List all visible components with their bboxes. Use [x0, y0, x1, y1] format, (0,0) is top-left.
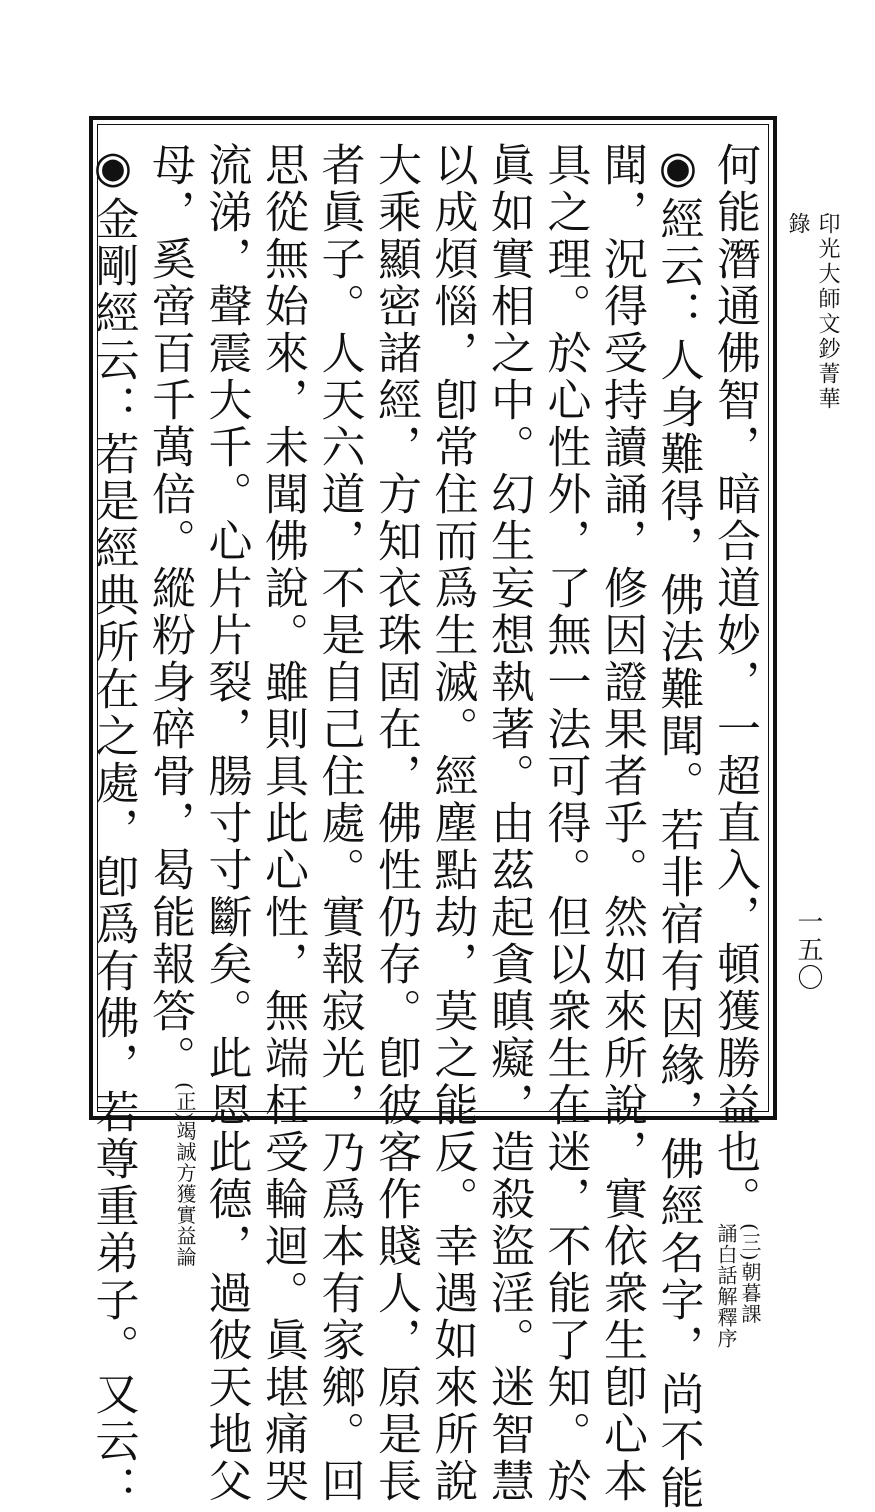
page-number: 一五〇 [793, 908, 823, 992]
text-column-8: 者眞子。人天六道，不是自己住處。實報寂光，乃爲本有家鄉。回 [313, 142, 365, 1505]
column-text: 母，奚啻百千萬倍。縱粉身碎骨，曷能報答。 [144, 142, 195, 1082]
text-column-5: 眞如實相之中。幻生妄想執著。由茲起貪瞋癡，造殺盜淫。迷智慧 [483, 142, 534, 1505]
text-column-4: 具之理。於心性外，了無一法可得。但以衆生在迷，不能了知。於 [539, 142, 591, 1505]
text-column-2: ◉經云：人身難得，佛法難聞。若非宿有因緣，佛經名字，尚不能 [652, 142, 704, 1512]
text-column-7: 大乘顯密諸經，方知衣珠固在，佛性仍存。卽彼客作賤人，原是長 [370, 142, 421, 1505]
text-column-9: 思從無始來，未聞佛說。雖則具此心性，無端枉受輪迴。眞堪痛哭 [257, 142, 308, 1505]
text-column-1 [706, 142, 763, 1349]
section-note-line-2: 誦白話解釋序 [714, 1223, 738, 1349]
section-note [714, 1223, 762, 1349]
source-note: (正)竭誠方獲實益論 [173, 1082, 197, 1268]
column-text: 何能潛通佛智，暗合道妙，一超直入，頓獲勝益也。 [709, 142, 760, 1223]
section-note-line-1: (三)朝暮課 [738, 1223, 762, 1325]
text-column-12: ◉金剛經云：若是經典所在之處，卽爲有佛，若尊重弟子。又云： [87, 142, 139, 1512]
text-column-6: 以成煩惱，卽常住而爲生滅。經塵點劫，莫之能反。幸遇如來所說 [426, 142, 478, 1505]
text-column-3: 聞，況得受持讀誦，修因證果者乎。然如來所說，實依衆生卽心本 [596, 142, 647, 1505]
text-column-11 [141, 142, 198, 1268]
book-title: 印光大師文鈔菁華錄 [785, 212, 840, 412]
text-column-10: 流涕，聲震大千。心片片裂，腸寸寸斷矣。此恩此德，過彼天地父 [200, 142, 252, 1505]
body-text [87, 142, 762, 1512]
